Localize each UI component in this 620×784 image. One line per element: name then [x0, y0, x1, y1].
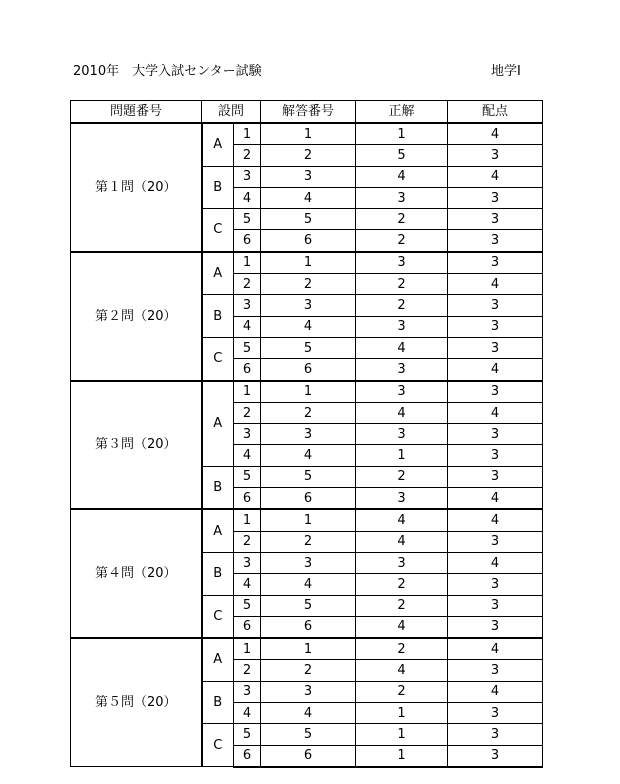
answer-number: 5: [261, 466, 356, 487]
answer-number: 3: [261, 295, 356, 316]
sub-question-number: 5: [234, 337, 261, 358]
sub-question-number: 1: [234, 509, 261, 531]
points: 4: [448, 359, 543, 381]
correct-answer: 4: [356, 166, 448, 187]
points: 3: [448, 724, 543, 745]
mondai-label: 第４問（20）: [71, 509, 202, 638]
table-body: [71, 123, 543, 767]
sub-question-number: 6: [234, 616, 261, 638]
points: 4: [448, 123, 543, 145]
points: 3: [448, 295, 543, 316]
sub-question-number: 1: [234, 252, 261, 274]
points: 3: [448, 187, 543, 208]
answer-number: 3: [261, 424, 356, 445]
answer-number: 6: [261, 230, 356, 252]
section-label: A: [202, 123, 234, 166]
correct-answer: 4: [356, 337, 448, 358]
points: 4: [448, 402, 543, 423]
sub-question-number: 2: [234, 531, 261, 552]
points: 3: [448, 703, 543, 724]
answer-number: 3: [261, 681, 356, 702]
answer-number: 2: [261, 274, 356, 295]
correct-answer: 1: [356, 745, 448, 767]
answer-number: 2: [261, 660, 356, 681]
section-label: B: [202, 552, 234, 595]
points: 3: [448, 466, 543, 487]
points: 3: [448, 595, 543, 616]
sub-question-number: 3: [234, 424, 261, 445]
sub-question-number: 2: [234, 402, 261, 423]
section-label: C: [202, 337, 234, 380]
correct-answer: 2: [356, 574, 448, 595]
section-label: A: [202, 509, 234, 552]
correct-answer: 2: [356, 595, 448, 616]
table-row: [71, 381, 543, 403]
points: 3: [448, 337, 543, 358]
column-header-mondai: 問題番号: [71, 101, 202, 124]
correct-answer: 1: [356, 724, 448, 745]
correct-answer: 2: [356, 681, 448, 702]
sub-question-number: 4: [234, 187, 261, 208]
section-label: A: [202, 381, 234, 467]
points: 4: [448, 638, 543, 660]
correct-answer: 3: [356, 424, 448, 445]
correct-answer: 4: [356, 531, 448, 552]
answer-number: 1: [261, 381, 356, 403]
mondai-label: 第１問（20）: [71, 123, 202, 252]
answer-number: 6: [261, 745, 356, 767]
answer-number: 6: [261, 616, 356, 638]
correct-answer: 2: [356, 466, 448, 487]
answer-number: 4: [261, 574, 356, 595]
answer-number: 6: [261, 488, 356, 510]
answer-number: 6: [261, 359, 356, 381]
sub-question-number: 1: [234, 123, 261, 145]
answer-number: 4: [261, 445, 356, 466]
column-header-setsumon: 設問: [202, 101, 261, 124]
section-label: A: [202, 638, 234, 681]
points: 4: [448, 509, 543, 531]
table-row: [71, 638, 543, 660]
sub-question-number: 6: [234, 359, 261, 381]
answer-number: 1: [261, 252, 356, 274]
column-header-points: 配点: [448, 101, 543, 124]
sub-question-number: 5: [234, 595, 261, 616]
points: 4: [448, 681, 543, 702]
table-row: [71, 509, 543, 531]
answer-number: 1: [261, 123, 356, 145]
correct-answer: 3: [356, 381, 448, 403]
table-row: [71, 123, 543, 145]
points: 3: [448, 660, 543, 681]
answer-number: 5: [261, 209, 356, 230]
answer-number: 5: [261, 595, 356, 616]
answer-number: 5: [261, 724, 356, 745]
points: 3: [448, 252, 543, 274]
sub-question-number: 4: [234, 703, 261, 724]
column-header-correct: 正解: [356, 101, 448, 124]
correct-answer: 3: [356, 316, 448, 337]
points: 4: [448, 488, 543, 510]
table-row: [71, 252, 543, 274]
section-label: A: [202, 252, 234, 295]
sub-question-number: 6: [234, 230, 261, 252]
correct-answer: 1: [356, 123, 448, 145]
correct-answer: 4: [356, 402, 448, 423]
sub-question-number: 3: [234, 552, 261, 573]
correct-answer: 2: [356, 209, 448, 230]
points: 3: [448, 616, 543, 638]
mondai-label: 第３問（20）: [71, 381, 202, 510]
correct-answer: 2: [356, 638, 448, 660]
section-label: B: [202, 466, 234, 509]
correct-answer: 3: [356, 552, 448, 573]
header-row: [71, 101, 543, 124]
sub-question-number: 2: [234, 660, 261, 681]
correct-answer: 4: [356, 616, 448, 638]
answer-number: 4: [261, 316, 356, 337]
answer-table: [70, 100, 543, 768]
sub-question-number: 6: [234, 488, 261, 510]
correct-answer: 4: [356, 509, 448, 531]
points: 3: [448, 745, 543, 767]
answer-number: 4: [261, 187, 356, 208]
answer-number: 3: [261, 552, 356, 573]
section-label: C: [202, 595, 234, 638]
sub-question-number: 6: [234, 745, 261, 767]
answer-number: 1: [261, 509, 356, 531]
page-title: 2010年 大学入試センター試験: [73, 64, 262, 79]
correct-answer: 3: [356, 359, 448, 381]
sub-question-number: 5: [234, 209, 261, 230]
sub-question-number: 4: [234, 316, 261, 337]
sub-question-number: 1: [234, 638, 261, 660]
section-label: C: [202, 724, 234, 767]
points: 3: [448, 574, 543, 595]
points: 4: [448, 166, 543, 187]
correct-answer: 1: [356, 703, 448, 724]
sub-question-number: 4: [234, 574, 261, 595]
points: 4: [448, 274, 543, 295]
correct-answer: 3: [356, 488, 448, 510]
answer-number: 2: [261, 531, 356, 552]
correct-answer: 3: [356, 187, 448, 208]
points: 3: [448, 424, 543, 445]
correct-answer: 2: [356, 274, 448, 295]
points: 3: [448, 230, 543, 252]
section-label: C: [202, 209, 234, 252]
section-label: B: [202, 295, 234, 338]
points: 3: [448, 445, 543, 466]
sub-question-number: 1: [234, 381, 261, 403]
answer-number: 2: [261, 145, 356, 166]
column-header-answer-number: 解答番号: [261, 101, 356, 124]
sub-question-number: 3: [234, 295, 261, 316]
subject-label: 地学Ⅰ: [491, 64, 521, 79]
sub-question-number: 4: [234, 445, 261, 466]
sub-question-number: 2: [234, 145, 261, 166]
points: 3: [448, 209, 543, 230]
points: 4: [448, 552, 543, 573]
correct-answer: 4: [356, 660, 448, 681]
points: 3: [448, 381, 543, 403]
section-label: B: [202, 681, 234, 724]
correct-answer: 5: [356, 145, 448, 166]
answer-number: 3: [261, 166, 356, 187]
correct-answer: 2: [356, 295, 448, 316]
mondai-label: 第２問（20）: [71, 252, 202, 381]
points: 3: [448, 316, 543, 337]
correct-answer: 1: [356, 445, 448, 466]
correct-answer: 2: [356, 230, 448, 252]
points: 3: [448, 145, 543, 166]
answer-number: 5: [261, 337, 356, 358]
points: 3: [448, 531, 543, 552]
sub-question-number: 5: [234, 466, 261, 487]
section-label: B: [202, 166, 234, 209]
mondai-label: 第５問（20）: [71, 638, 202, 767]
sub-question-number: 3: [234, 681, 261, 702]
sub-question-number: 3: [234, 166, 261, 187]
correct-answer: 3: [356, 252, 448, 274]
answer-number: 4: [261, 703, 356, 724]
sub-question-number: 5: [234, 724, 261, 745]
answer-number: 1: [261, 638, 356, 660]
answer-number: 2: [261, 402, 356, 423]
sub-question-number: 2: [234, 274, 261, 295]
